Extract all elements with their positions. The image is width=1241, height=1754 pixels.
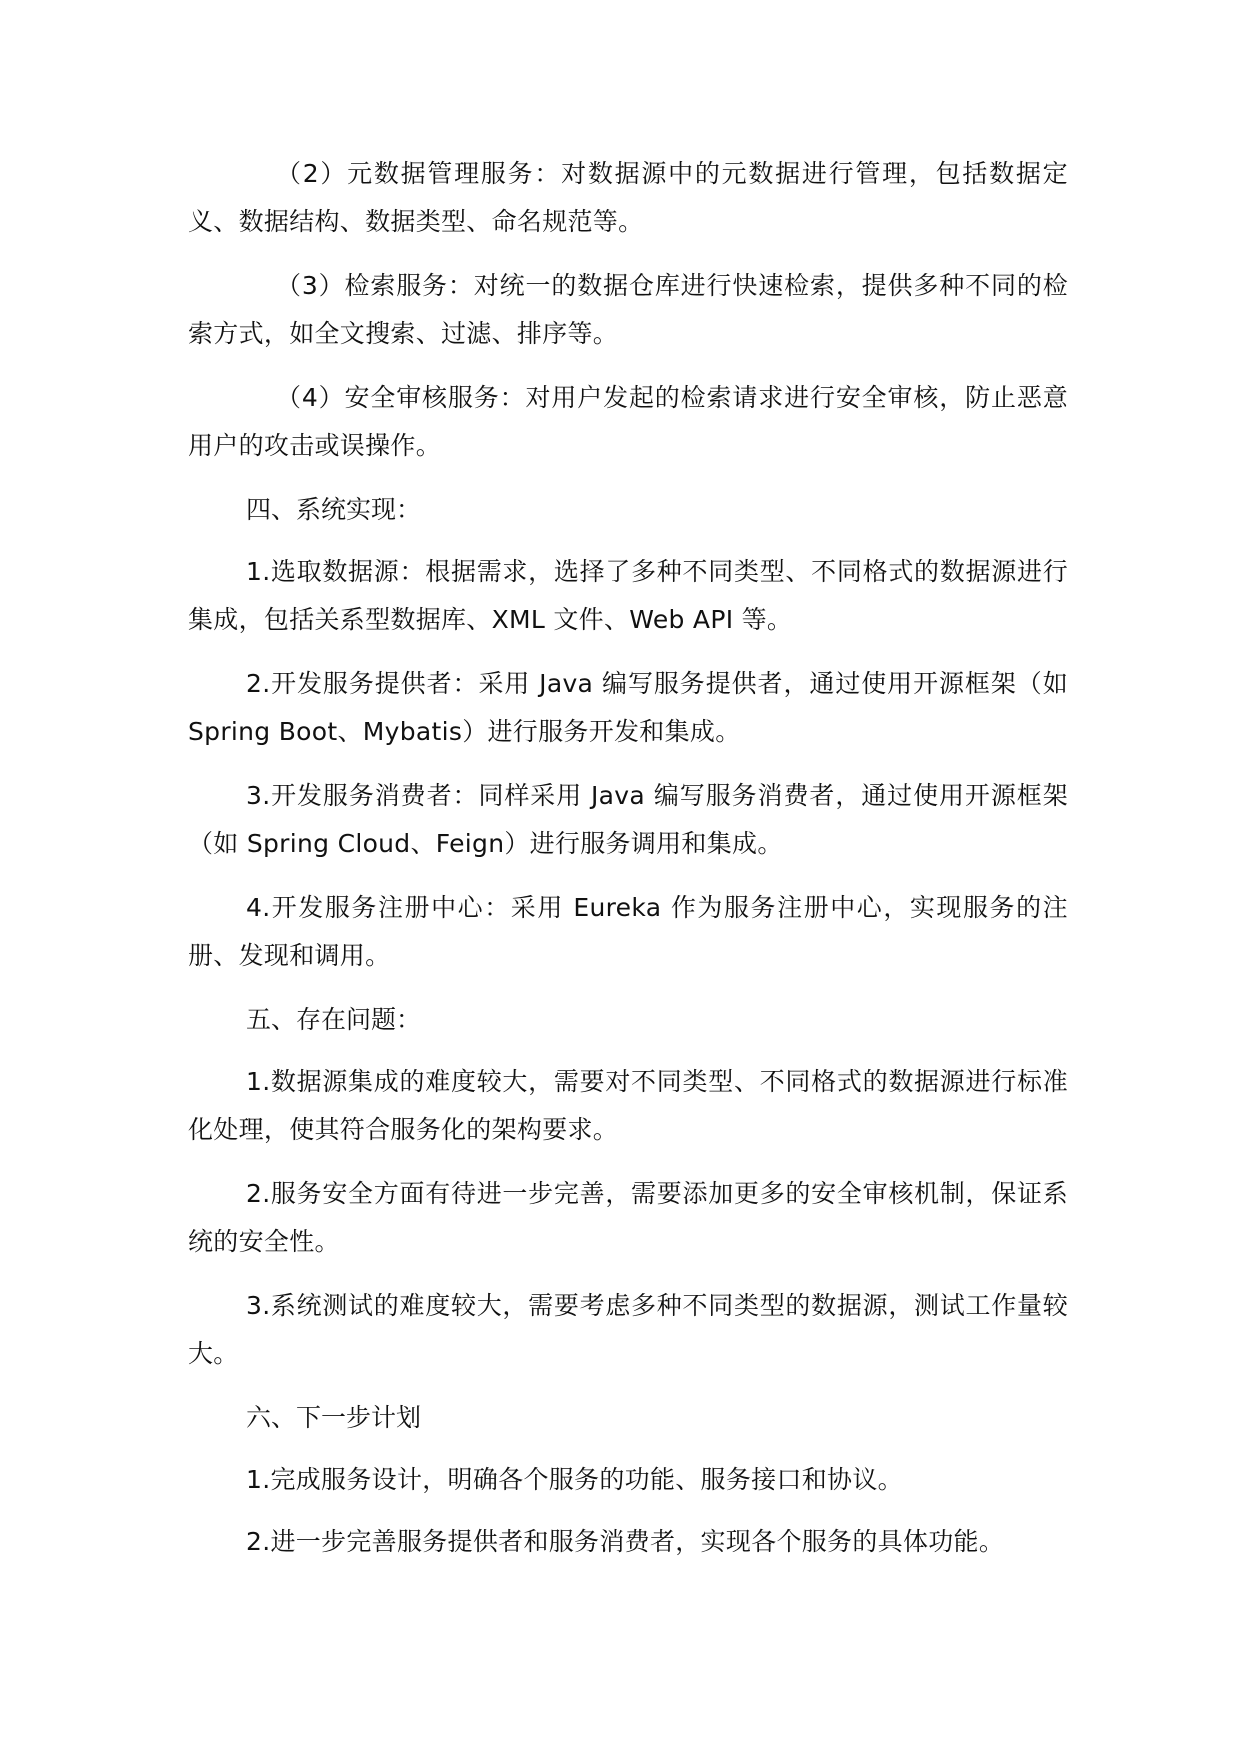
section-heading-next-plan: 六、下一步计划 [246, 1403, 422, 1432]
paragraph-select-data-source: 1.选取数据源：根据需求，选择了多种不同类型、不同格式的数据源进行集成，包括关系型数据库、XML 文件、Web API 等。 [188, 557, 1068, 634]
paragraph-service-consumer: 3.开发服务消费者：同样采用 Java 编写服务消费者，通过使用开源框架（如 Spring Cloud、Feign）进行服务调用和集成。 [188, 781, 1068, 858]
paragraph-metadata-service: （2）元数据管理服务：对数据源中的元数据进行管理，包括数据定义、数据结构、数据类型、命名规范等。 [188, 159, 1068, 236]
paragraph-plan-design: 1.完成服务设计，明确各个服务的功能、服务接口和协议。 [246, 1465, 903, 1494]
paragraph-security-audit-service: （4）安全审核服务：对用户发起的检索请求进行安全审核，防止恶意用户的攻击或误操作。 [188, 383, 1068, 460]
paragraph-problem-integration: 1.数据源集成的难度较大，需要对不同类型、不同格式的数据源进行标准化处理，使其符合服务化的架构要求。 [188, 1067, 1068, 1144]
paragraph-plan-implement: 2.进一步完善服务提供者和服务消费者，实现各个服务的具体功能。 [246, 1527, 1005, 1556]
section-heading-problems: 五、存在问题： [246, 1005, 422, 1034]
document-body [188, 150, 1068, 1580]
section-heading-implementation: 四、系统实现： [246, 495, 422, 524]
paragraph-problem-testing: 3.系统测试的难度较大，需要考虑多种不同类型的数据源，测试工作量较大。 [188, 1291, 1068, 1368]
paragraph-search-service: （3）检索服务：对统一的数据仓库进行快速检索，提供多种不同的检索方式，如全文搜索、过滤、排序等。 [188, 271, 1068, 348]
paragraph-problem-security: 2.服务安全方面有待进一步完善，需要添加更多的安全审核机制，保证系统的安全性。 [188, 1179, 1068, 1256]
paragraph-service-provider: 2.开发服务提供者：采用 Java 编写服务提供者，通过使用开源框架（如 Spring Boot、Mybatis）进行服务开发和集成。 [188, 669, 1068, 746]
paragraph-service-registry: 4.开发服务注册中心：采用 Eureka 作为服务注册中心，实现服务的注册、发现和调用。 [188, 893, 1068, 970]
